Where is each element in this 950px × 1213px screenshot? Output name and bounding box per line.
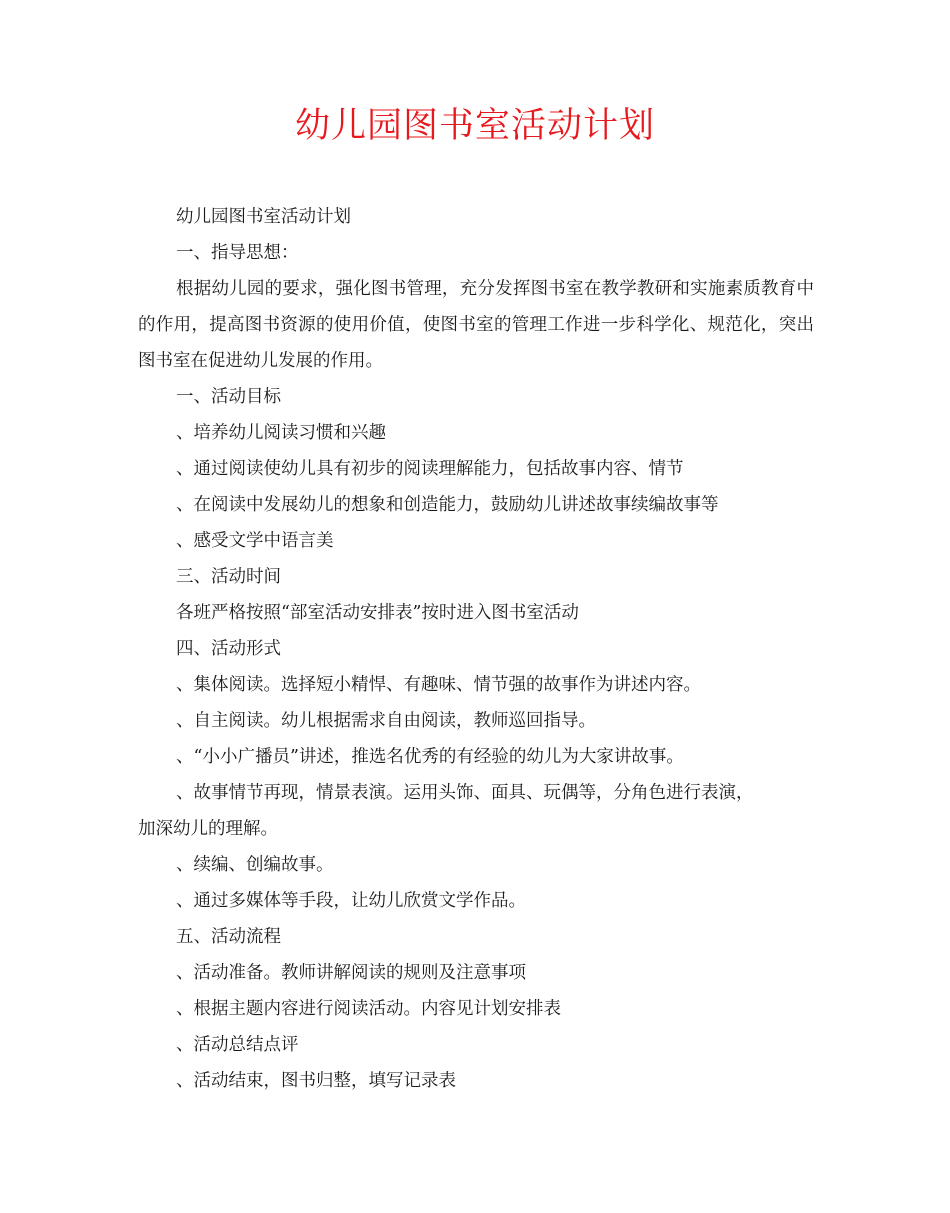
document-subtitle: 幼儿园图书室活动计划 — [176, 207, 351, 227]
flow-item: 、活动准备。教师讲解阅读的规则及注意事项 — [176, 963, 526, 983]
forms-item: 、集体阅读。选择短小精悍、有趣味、情节强的故事作为讲述内容。 — [176, 675, 701, 695]
document-title: 幼儿园图书室活动计划 — [294, 106, 655, 146]
guiding-heading: 一、指导思想： — [176, 243, 299, 263]
forms-item: 、“小小广播员”讲述，推选名优秀的有经验的幼儿为大家讲故事。 — [176, 747, 684, 767]
forms-item-line1: 、故事情节再现，情景表演。运用头饰、面具、玩偶等，分角色进行表演， — [176, 783, 754, 803]
flow-heading: 五、活动流程 — [176, 927, 281, 947]
time-paragraph: 各班严格按照“部室活动安排表”按时进入图书室活动 — [176, 603, 579, 623]
forms-item: 、续编、创编故事。 — [176, 855, 334, 875]
forms-item-line2: 加深幼儿的理解。 — [138, 819, 278, 839]
goals-item: 、在阅读中发展幼儿的想象和创造能力，鼓励幼儿讲述故事续编故事等 — [176, 495, 719, 515]
flow-item: 、根据主题内容进行阅读活动。内容见计划安排表 — [176, 999, 561, 1019]
forms-heading: 四、活动形式 — [176, 639, 281, 659]
flow-item: 、活动结束，图书归整，填写记录表 — [176, 1071, 456, 1091]
goals-item: 、培养幼儿阅读习惯和兴趣 — [176, 423, 386, 443]
time-heading: 三、活动时间 — [176, 567, 281, 587]
document-body — [138, 199, 814, 1099]
forms-item: 、通过多媒体等手段，让幼儿欣赏文学作品。 — [176, 891, 526, 911]
goals-item: 、通过阅读使幼儿具有初步的阅读理解能力，包括故事内容、情节 — [176, 459, 684, 479]
flow-item: 、活动总结点评 — [176, 1035, 299, 1055]
guiding-paragraph: 根据幼儿园的要求，强化图书管理，充分发挥图书室在教学教研和实施素质教育中的作用，提高图书资源的使用价值，使图书室的管理工作进一步科学化、规范化，突出图书室在促进幼儿发展的作用。 — [138, 279, 814, 371]
goals-item: 、感受文学中语言美 — [176, 531, 334, 551]
forms-item: 、自主阅读。幼儿根据需求自由阅读，教师巡回指导。 — [176, 711, 596, 731]
goals-heading: 一、活动目标 — [176, 387, 281, 407]
